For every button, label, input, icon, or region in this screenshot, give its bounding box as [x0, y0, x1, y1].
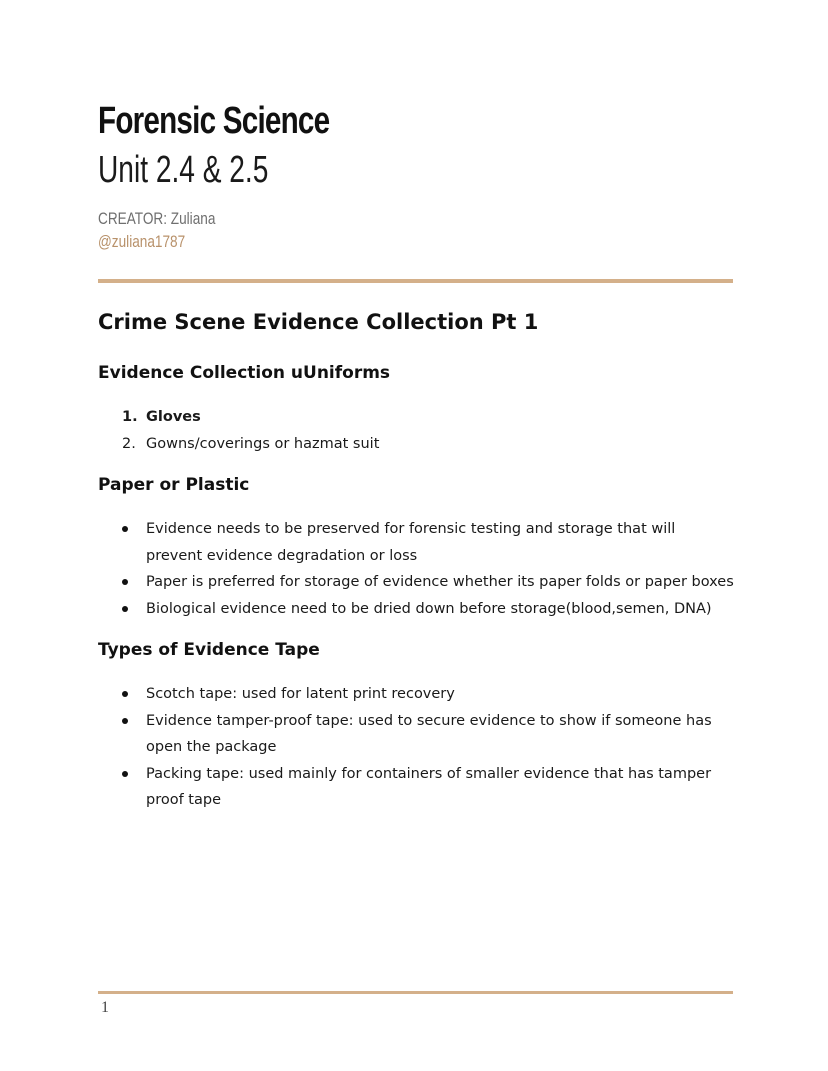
- list-item-text: Gloves: [146, 409, 201, 425]
- list-number: 2.: [122, 435, 136, 452]
- section-title: Crime Scene Evidence Collection Pt 1: [98, 310, 539, 334]
- list-item: [122, 569, 734, 596]
- list-number: 1.: [122, 409, 138, 425]
- list-item-text: Gowns/coverings or hazmat suit: [146, 435, 380, 452]
- bullet-icon: [122, 526, 128, 532]
- list-item: [122, 681, 734, 708]
- list-item-text: Packing tape: used mainly for containers of smaller evidence that has tamper proof tape: [146, 765, 712, 808]
- list-item-text: Biological evidence need to be dried down before storage(blood,semen, DNA): [146, 600, 712, 617]
- bullet-icon: [122, 579, 128, 585]
- document-title: Forensic Science: [98, 100, 330, 142]
- footer-divider: [98, 991, 733, 994]
- page-number: 1: [101, 999, 109, 1016]
- list-item: [122, 761, 734, 814]
- bullet-icon: [122, 718, 128, 724]
- document-page: [98, 0, 734, 1071]
- bullet-icon: [122, 691, 128, 697]
- paper-plastic-heading: Paper or Plastic: [98, 475, 250, 495]
- creator-handle: @zuliana1787: [98, 232, 186, 251]
- document-subtitle: Unit 2.4 & 2.5: [98, 149, 269, 191]
- list-item: [122, 516, 734, 569]
- list-item: [122, 404, 734, 431]
- header-divider: [98, 279, 733, 283]
- uniforms-heading: Evidence Collection uUniforms: [98, 363, 391, 383]
- evidence-tape-list: [122, 681, 734, 814]
- list-item-text: Evidence tamper-proof tape: used to secure evidence to show if someone has open the package: [146, 712, 712, 755]
- bullet-icon: [122, 606, 128, 612]
- list-item: [122, 596, 734, 623]
- list-item-text: Scotch tape: used for latent print recovery: [146, 686, 455, 702]
- paper-plastic-list: [122, 516, 734, 622]
- bullet-icon: [122, 771, 128, 777]
- creator-credit: CREATOR: Zuliana: [98, 209, 216, 228]
- uniforms-list: [122, 404, 734, 457]
- evidence-tape-heading: Types of Evidence Tape: [98, 640, 320, 660]
- list-item-text: Evidence needs to be preserved for forensic testing and storage that will prevent evidence degradation or loss: [146, 521, 676, 564]
- list-item-text: Paper is preferred for storage of evidence whether its paper folds or paper boxes: [146, 574, 734, 590]
- list-item: [122, 431, 734, 458]
- list-item: [122, 708, 734, 761]
